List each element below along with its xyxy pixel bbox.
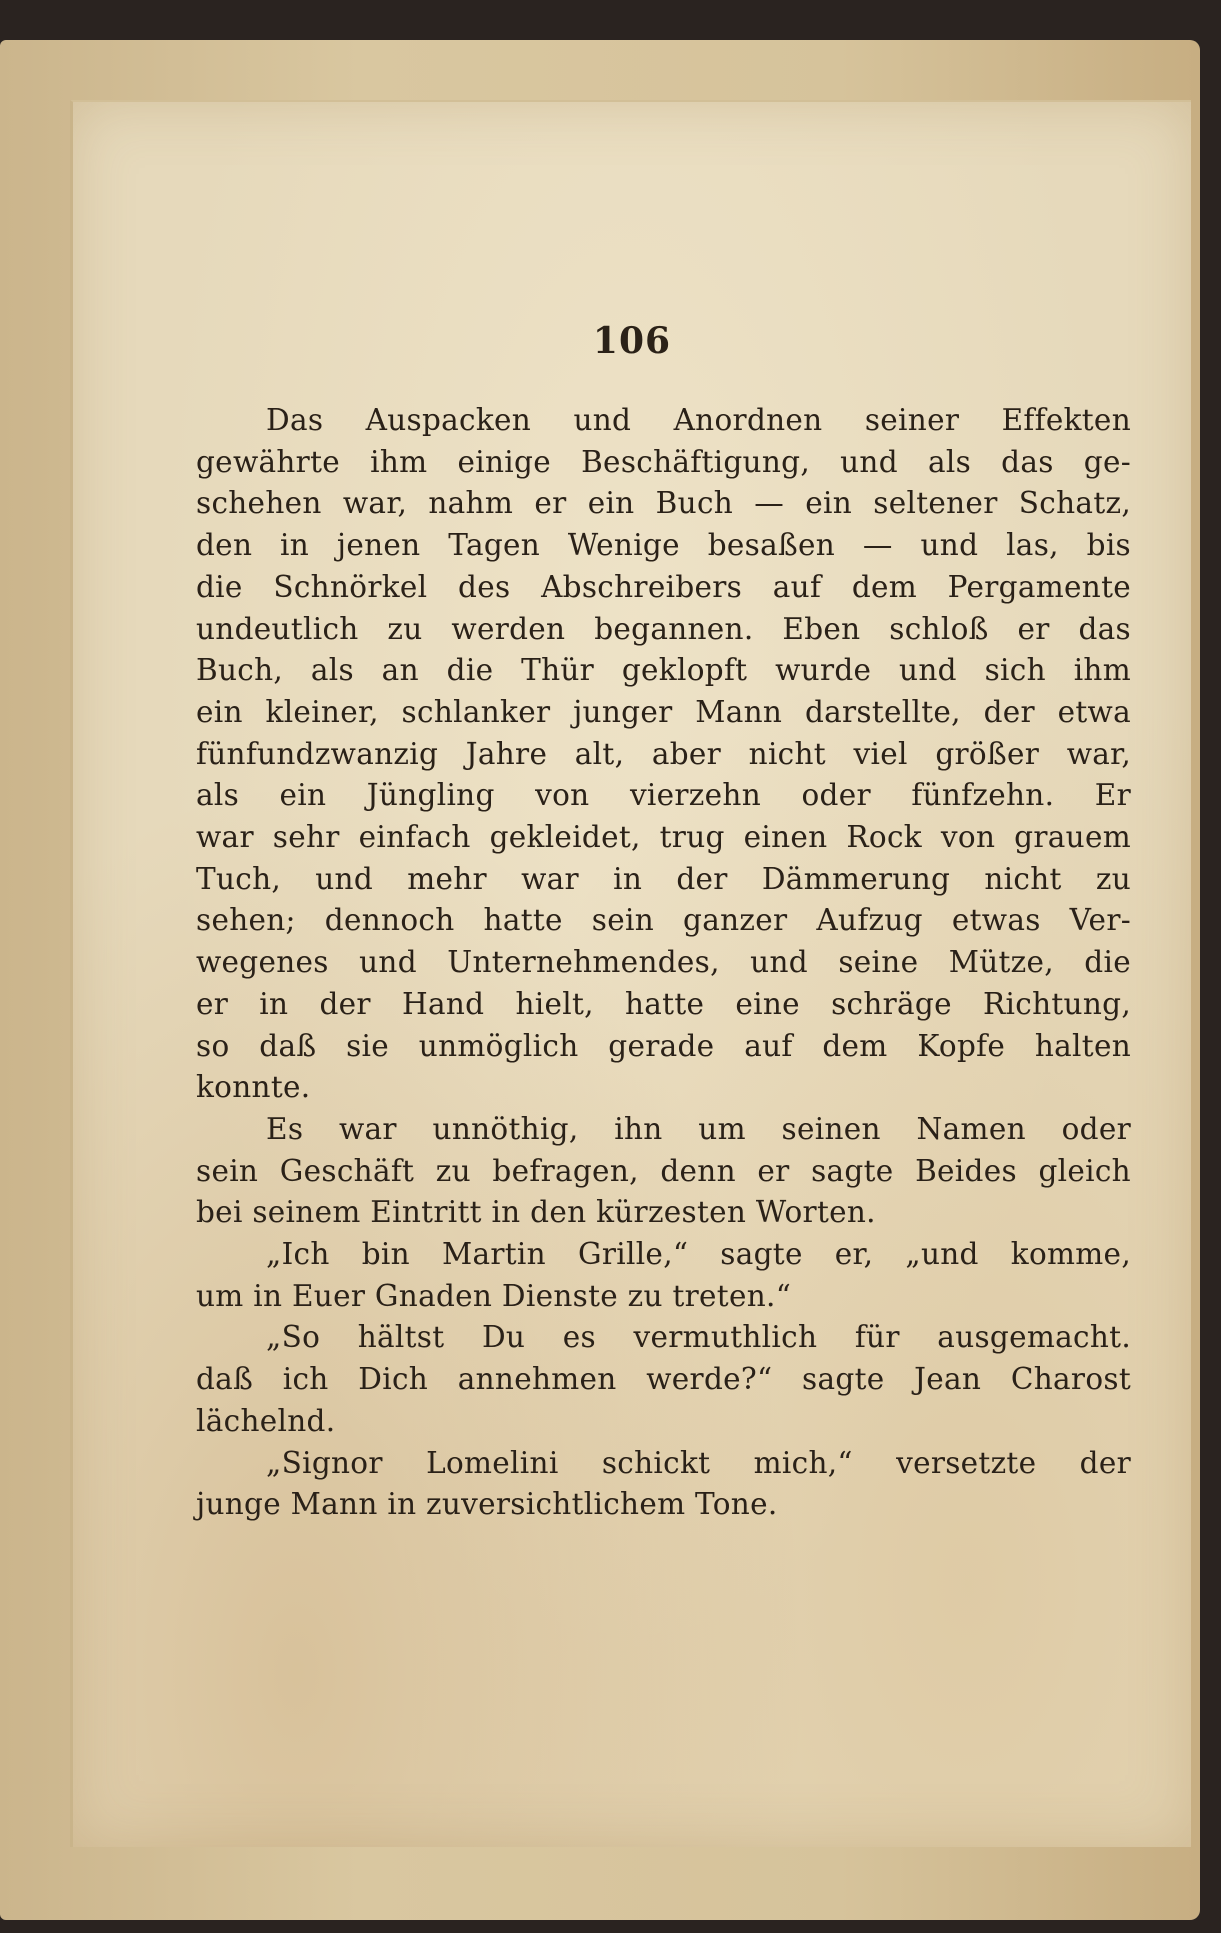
text-line: um in Euer Gnaden Dienste zu treten.“ (196, 1278, 792, 1313)
text-line: Tuch, und mehr war in der Dämmerung nicht zu (196, 861, 1131, 896)
text-line: wegenes und Unternehmendes, und seine Mütze, die (196, 945, 1131, 980)
text-line: fünfundzwanzig Jahre alt, aber nicht viel größer war, (196, 736, 1131, 771)
paragraph (196, 1234, 1131, 1317)
text-line: so daß sie unmöglich gerade auf dem Kopfe halten (196, 1028, 1131, 1063)
text-line: „Ich bin Martin Grille,“ sagte er, „und komme, (266, 1237, 1131, 1272)
text-line: Das Auspacken und Anordnen seiner Effekten (266, 403, 1131, 437)
text-line: war sehr einfach gekleidet, trug einen Rock von grauem (196, 820, 1131, 855)
text-line: Buch, als an die Thür geklopft wurde und sich ihm (196, 653, 1131, 688)
text-line: „So hältst Du es vermuthlich für ausgemacht. (266, 1320, 1131, 1355)
body-text (196, 400, 1131, 1526)
text-line: konnte. (196, 1070, 311, 1105)
text-line: ein kleiner, schlanker junger Mann darstellte, der etwa (196, 694, 1131, 729)
text-line: daß ich Dich annehmen werde?“ sagte Jean Charost (196, 1362, 1131, 1397)
page-number: 106 (592, 320, 672, 362)
text-line: schehen war, nahm er ein Buch — ein seltener Schatz, (196, 486, 1131, 521)
text-line: sehen; dennoch hatte sein ganzer Aufzug etwas Ver- (196, 903, 1131, 938)
paragraph (196, 1109, 1131, 1234)
text-line: undeutlich zu werden begannen. Eben schloß er das (196, 611, 1131, 646)
text-line: „Signor Lomelini schickt mich,“ versetzte der (266, 1445, 1131, 1480)
text-line: als ein Jüngling von vierzehn oder fünfzehn. Er (196, 778, 1131, 813)
text-line: den in jenen Tagen Wenige besaßen — und las, bis (196, 528, 1131, 563)
text-line: lächelnd. (196, 1403, 336, 1438)
paragraph (196, 400, 1131, 1109)
text-line: die Schnörkel des Abschreibers auf dem Pergamente (196, 569, 1131, 604)
text-line: er in der Hand hielt, hatte eine schräge Richtung, (196, 986, 1131, 1021)
paragraph (196, 1317, 1131, 1442)
text-line: junge Mann in zuversichtlichem Tone. (196, 1487, 778, 1522)
text-line: Es war unnöthig, ihn um seinen Namen oder (266, 1111, 1131, 1146)
text-line: bei seinem Eintritt in den kürzesten Worten. (196, 1195, 876, 1230)
text-line: sein Geschäft zu befragen, denn er sagte Beides gleich (196, 1153, 1131, 1188)
paragraph (196, 1443, 1131, 1526)
text-line: gewährte ihm einige Beschäftigung, und als das ge- (196, 444, 1131, 479)
